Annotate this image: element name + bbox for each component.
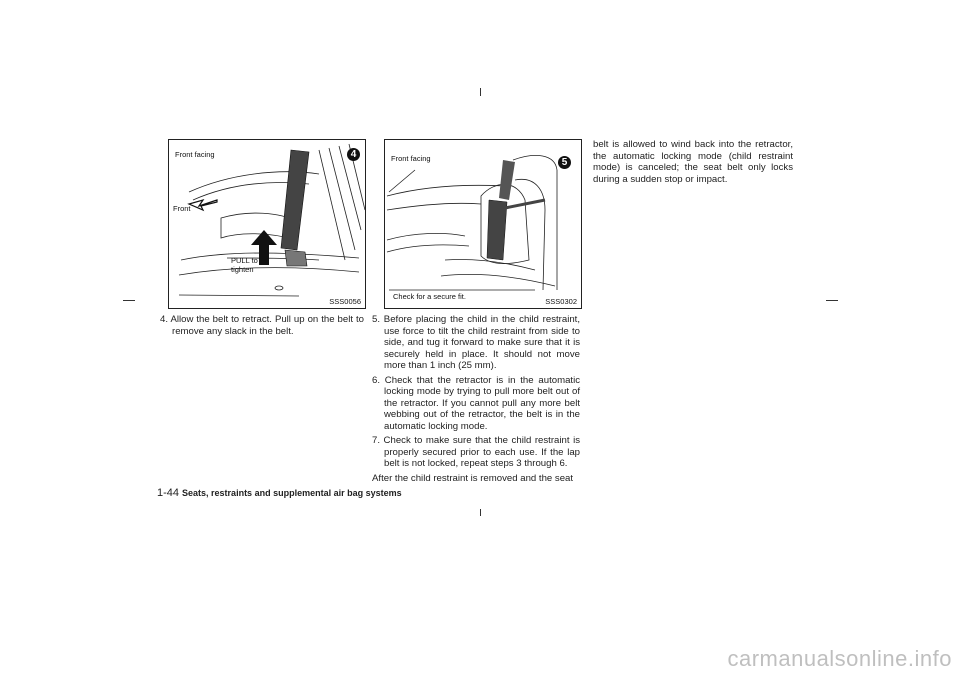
step-4: 4. Allow the belt to retract. Pull up on the belt to remove any slack in the belt. <box>160 314 364 337</box>
watermark: carmanualsonline.info <box>727 646 952 671</box>
step-badge-4: 4 <box>347 148 360 161</box>
figure-check-secure-fit <box>384 139 582 309</box>
column-1 <box>160 314 364 337</box>
figure-code: SSS0056 <box>329 297 361 306</box>
section-title: Seats, restraints and supplemental air bag systems <box>182 488 402 498</box>
crop-mark-top <box>480 88 481 96</box>
page-footer <box>157 487 402 499</box>
step-5: 5. Before placing the child in the child restraint, use force to tilt the child restraint from side to side, and tug it forward to make sure that it is securely held in place. It should not move more than 1 inch (25 mm). <box>372 314 580 371</box>
column-2 <box>372 314 580 484</box>
seat-belt-illustration <box>169 140 365 308</box>
page-number: 1-44 <box>157 487 180 499</box>
step-6: 6. Check that the retractor is in the automatic locking mode by trying to pull more belt out of the retractor. If you cannot pull any more belt webbing out of the retractor, the belt is in the automatic locking mode. <box>372 374 580 432</box>
crop-mark-left <box>123 300 135 301</box>
figure-code: SSS0302 <box>545 297 577 306</box>
crop-mark-right <box>826 300 838 301</box>
crop-mark-bottom <box>480 509 481 516</box>
after-paragraph: After the child restraint is removed and the seat <box>372 472 574 484</box>
front-facing-label: Front facing <box>391 154 431 163</box>
step-7: 7. Check to make sure that the child restraint is properly secured prior to each use. If the lap belt is not locked, repeat steps 3 through 6. <box>372 435 580 469</box>
figure-front-facing-pull-to-tighten <box>168 139 366 309</box>
child-restraint-illustration <box>385 140 581 308</box>
front-label: Front <box>173 204 191 213</box>
pull-to-tighten-label: PULL to tighten <box>231 256 258 274</box>
continued-paragraph: belt is allowed to wind back into the retractor, the automatic locking mode (child restraint mode) is canceled; the seat belt only locks during a sudden stop or impact. <box>593 139 793 185</box>
column-3 <box>593 139 793 185</box>
front-facing-label: Front facing <box>175 150 215 159</box>
step-badge-5: 5 <box>558 156 571 169</box>
check-secure-fit-label: Check for a secure fit. <box>393 292 466 301</box>
